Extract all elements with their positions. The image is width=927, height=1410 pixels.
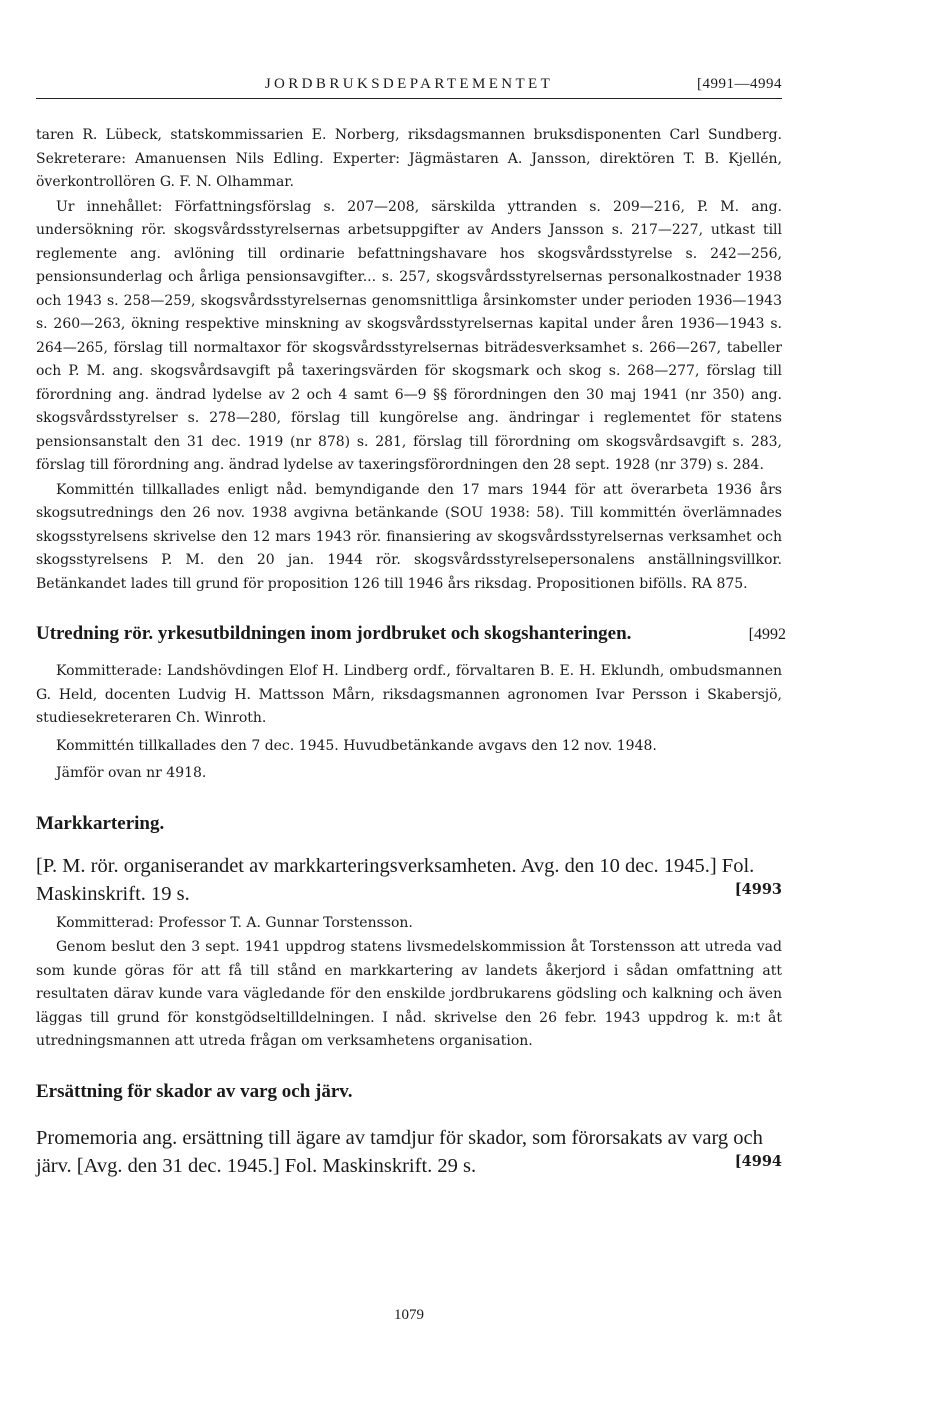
section-heading-text: Markkartering. (36, 812, 165, 834)
section-heading-yrkesutbildning (36, 622, 786, 646)
entry-number: [4994 (734, 1152, 782, 1170)
paragraph-investigator: Kommitterad: Professor T. A. Gunnar Torstensson. (56, 914, 413, 931)
paragraph-members-continued: taren R. Lübeck, statskommissarien E. Norberg, riksdagsmannen bruksdisponenten Carl Sundberg. Sekreterare: Amanuensen Nils Edling. Experter: Jägmästaren A. Jansson, direktören T. B. Kjellén, överkontrollören G. F. N. Olhammar. (36, 127, 782, 190)
section-heading-markkartering (36, 812, 782, 836)
paragraph-cross-reference: Jämför ovan nr 4918. (56, 765, 207, 781)
page-number: 1079 (394, 1307, 424, 1323)
running-header-title: JORDBRUKSDEPARTEMENTET (264, 76, 554, 92)
entry-title-text: Promemoria ang. ersättning till ägare av tamdjur för skador, som förorsakats av varg och järv. [Avg. den 31 dec. 1945.] Fol. Maskinskrift. 29 s. (36, 1126, 763, 1177)
section-heading-text: Ersättning för skador av varg och järv. (36, 1080, 353, 1102)
paragraph-committee-members: Kommitterade: Landshövdingen Elof H. Lindberg ordf., förvaltaren B. E. H. Eklundh, ombudsmannen G. Held, docenten Ludvig H. Mattsson Mårn, riksdagsmannen agronomen Ivar Persson i Skabersjö, studiesekreteraren Ch. Winroth. (36, 663, 782, 726)
running-header-range: [4991—4994 (697, 76, 782, 92)
entry-number: [4993 (734, 880, 782, 898)
paragraph-contents: Ur innehållet: Författningsförslag s. 207—208, särskilda yttranden s. 209—216, P. M. ang. undersökning rör. skogsvårdsstyrelsernas arbetsuppgifter av Anders Jansson s. 217—227, utkast till reglemente ang. avlöning till ordinarie befattningshavare hos skogsvårdsstyrelse s. 242—256, pensionsunderlag och årliga pensionsavgifter... s. 257, skogsvårdsstyrelsernas personalkostnader 1938 och 1943 s. 258—259, skogsvårdsstyrelsernas genomsnittliga årsinkomster under perioden 1936—1943 s. 260—263, ökning respektive minskning av skogsvårdsstyrelsernas kapital under åren 1936—1943 s. 264—265, förslag till normaltaxor för skogsvårdsstyrelsernas biträdesverksamhet s. 266—267, tabeller och P. M. ang. skogsvårdsavgift på taxeringsvärden för skogsmark och skog s. 268—277, förslag till förordning ang. ändrad lydelse av 2 och 4 samt 6—9 §§ förordningen den 30 maj 1941 (nr 350) ang. skogsvårdsstyrelser s. 278—280, förslag till kungörelse ang. ändringar i reglementet för statens pensionsanstalt den 31 dec. 1919 (nr 878) s. 281, förslag till förordning om skogsvårdsavgift s. 283, förslag till förordning ang. ändrad lydelse av taxeringsförordningen den 28 sept. 1928 (nr 379) s. 284. (36, 198, 782, 473)
section-heading-varg-jarv (36, 1080, 782, 1104)
entry-title-varg-jarv (36, 1124, 782, 1180)
paragraph-appointment: Kommittén tillkallades den 7 dec. 1945. Huvudbetänkande avgavs den 12 nov. 1948. (56, 737, 657, 754)
paragraph-assignment: Genom beslut den 3 sept. 1941 uppdrog statens livsmedelskommission åt Torstensson att utreda vad som kunde göras för att få till stånd en markkartering av landets åkerjord i sådan omfattning att resultaten därav kunde vara vägledande för den enskilde jordbrukarens gödsling och kalkning och även läggas till grund för konstgödseltilldelningen. I nåd. skrivelse den 26 febr. 1943 uppdrog k. m:t åt utredningsmannen att utreda frågan om verksamhetens organisation. (36, 939, 782, 1049)
entry-title-text: [P. M. rör. organiserandet av markkarteringsverksamheten. Avg. den 10 dec. 1945.] Fol. Maskinskrift. 19 s. (36, 854, 755, 905)
running-header (36, 72, 782, 99)
paragraph-commission: Kommittén tillkallades enligt nåd. bemyndigande den 17 mars 1944 för att överarbeta 1936 års skogsutrednings den 26 nov. 1938 avgivna betänkande (SOU 1938: 58). Till kommittén överlämnades skogsstyrelsens skrivelse den 12 mars 1943 rör. finansiering av skogsvårdsstyrelsernas verksamhet och skogsstyrelsens P. M. den 20 jan. 1944 rör. skogsvårdsstyrelsepersonalens anställningsvillkor. Betänkandet lades till grund för proposition 126 till 1946 års riksdag. Propositionen bifölls. RA 875. (36, 481, 782, 592)
entry-number: [4992 (748, 626, 786, 643)
section-heading-text: Utredning rör. yrkesutbildningen inom jordbruket och skogshanteringen. (36, 623, 632, 644)
page (36, 72, 786, 1323)
entry-title-markkartering (36, 852, 782, 908)
